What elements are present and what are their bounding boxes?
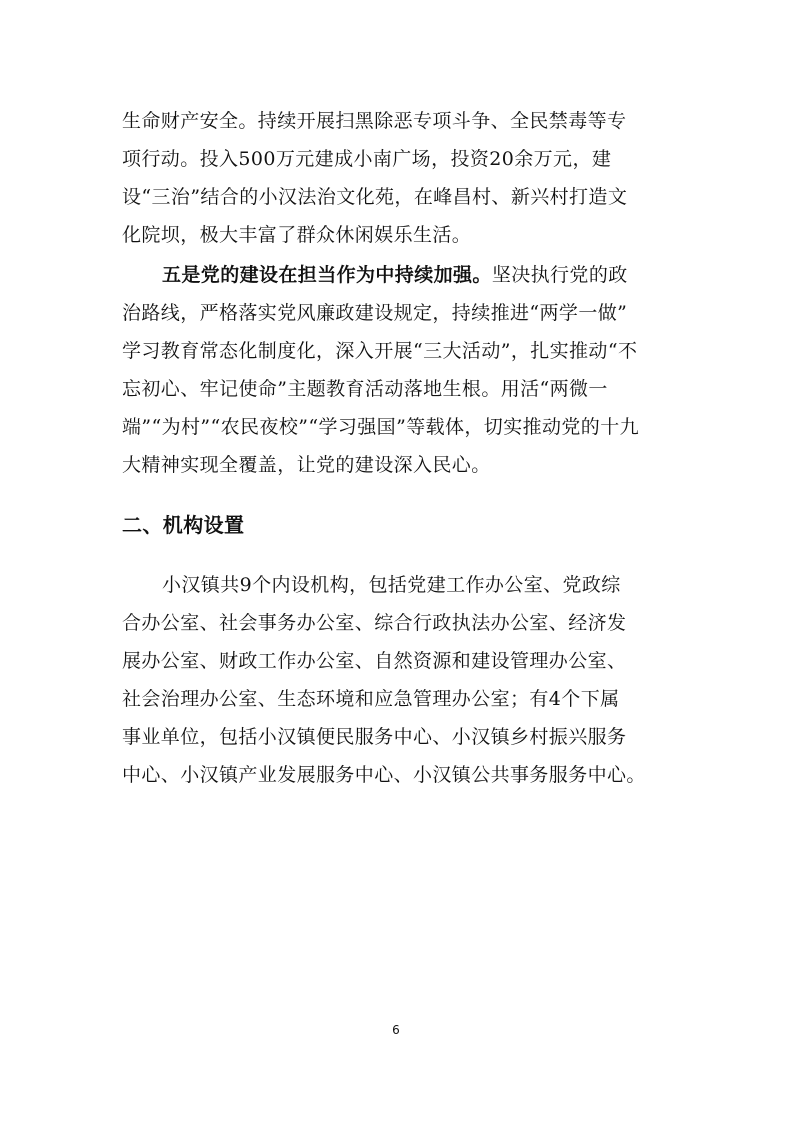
text-line: 事业单位，包括小汉镇便民服务中心、小汉镇乡村振兴服务 xyxy=(122,726,627,748)
text-line: 设“三治”结合的小汉法治文化苑，在峰昌村、新兴村打造文 xyxy=(122,186,628,208)
text-line: 忘初心、牢记使命”主题教育活动落地生根。用活“两微一 xyxy=(122,378,608,400)
text-line: 小汉镇共9个内设机构，包括党建工作办公室、党政综 xyxy=(162,574,621,596)
text-line: 大精神实现全覆盖，让党的建设深入民心。 xyxy=(122,454,491,476)
text-line xyxy=(162,262,682,288)
bold-lead-phrase: 五是党的建设在担当作为中持续加强。 xyxy=(162,264,492,286)
text-line: 生命财产安全。持续开展扫黑除恶专项斗争、全民禁毒等专 xyxy=(122,110,627,132)
page-number: 6 xyxy=(392,1023,400,1037)
text-line: 化院坝，极大丰富了群众休闲娱乐生活。 xyxy=(122,224,472,246)
text-line: 端”“为村”“农民夜校”“学习强国”等载体，切实推动党的十九 xyxy=(122,416,639,438)
text-line: 中心、小汉镇产业发展服务中心、小汉镇公共事务服务中心。 xyxy=(122,764,646,786)
section-heading: 二、机构设置 xyxy=(122,513,245,537)
text-line: 展办公室、财政工作办公室、自然资源和建设管理办公室、 xyxy=(122,650,627,672)
text-line: 项行动。投入500万元建成小南广场，投资20余万元，建 xyxy=(122,148,612,170)
text-line: 社会治理办公室、生态环境和应急管理办公室；有4个下属 xyxy=(122,688,620,710)
text-line: 合办公室、社会事务办公室、综合行政执法办公室、经济发 xyxy=(122,612,627,634)
text-fragment: 坚决执行党的政 xyxy=(491,264,628,286)
text-line: 治路线，严格落实党风廉政建设规定，持续推进“两学一做” xyxy=(122,302,628,324)
text-line: 学习教育常态化制度化，深入开展“三大活动”，扎实推动“不 xyxy=(122,340,638,362)
